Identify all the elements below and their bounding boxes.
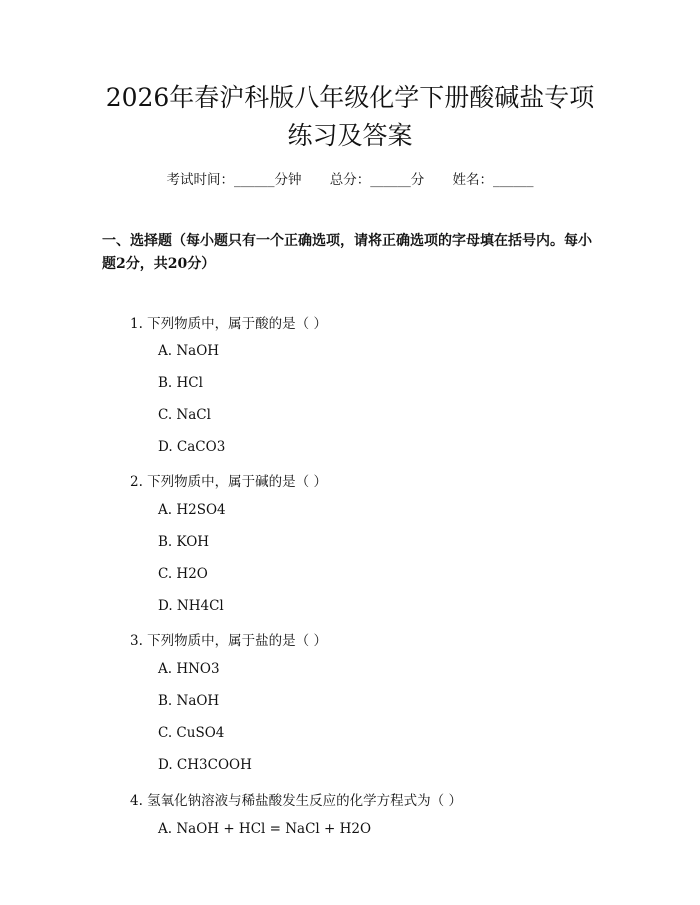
document-title-line-2: 练习及答案: [287, 121, 413, 150]
question-2-option-c: C. H2O: [158, 566, 208, 582]
name-field: 姓名：______: [452, 172, 534, 188]
question-2-option-b: B. KOH: [158, 534, 210, 550]
exam-info: [0, 168, 700, 188]
question-4-option-a: A. NaOH + HCl = NaCl + H2O: [158, 821, 372, 837]
question-1-option-d: D. CaCO3: [158, 439, 226, 455]
exam-time-field: 考试时间：______分钟: [166, 172, 302, 188]
question-4: 4. 氢氧化钠溶液与稀盐酸发生反应的化学方程式为（ ）: [130, 793, 462, 809]
question-1-option-b: B. HCl: [158, 375, 203, 391]
total-score-field: 总分：______分: [329, 172, 425, 188]
question-2-option-d: D. NH4Cl: [158, 598, 224, 614]
document-title-line-1: 2026年春沪科版八年级化学下册酸碱盐专项: [105, 83, 595, 112]
question-3-option-d: D. CH3COOH: [158, 757, 252, 773]
question-3: 3. 下列物质中，属于盐的是（ ）: [130, 633, 327, 649]
question-3-option-a: A. HNO3: [158, 661, 220, 677]
question-2-option-a: A. H2SO4: [158, 502, 226, 518]
question-2: 2. 下列物质中，属于碱的是（ ）: [130, 474, 327, 490]
section-heading: 一、选择题（每小题只有一个正确选项，请将正确选项的字母填在括号内。每小题2分，共20分）: [102, 233, 592, 272]
question-3-option-b: B. NaOH: [158, 693, 220, 709]
question-3-option-c: C. CuSO4: [158, 725, 225, 741]
question-1: 1. 下列物质中，属于酸的是（ ）: [130, 316, 327, 332]
question-1-option-c: C. NaCl: [158, 407, 211, 423]
question-1-option-a: A. NaOH: [158, 343, 220, 359]
